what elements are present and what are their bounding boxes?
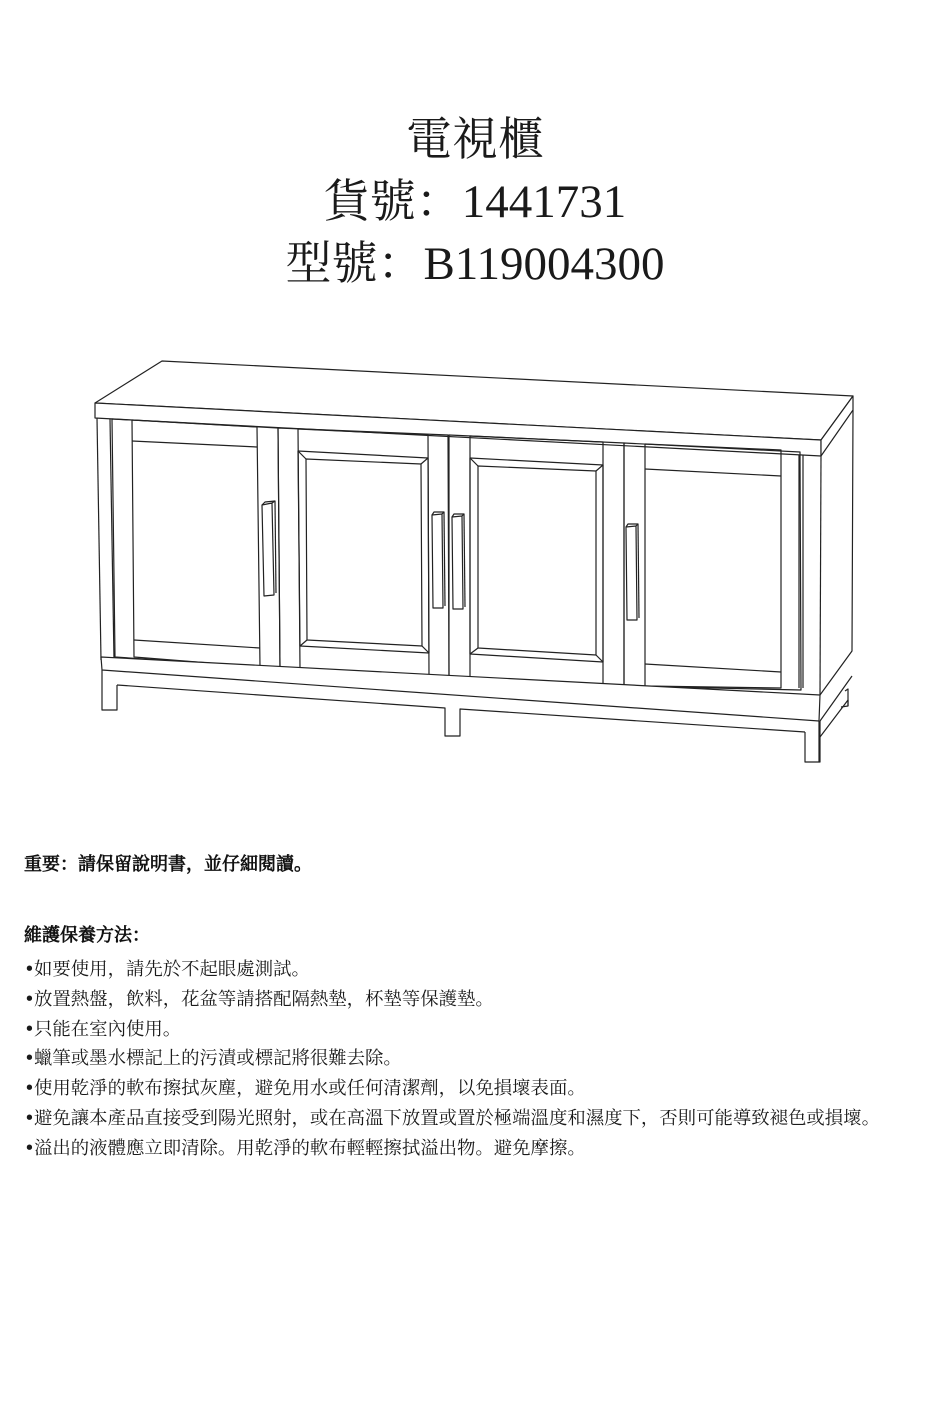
bullet-icon: • [24,959,35,980]
cabinet-body [97,410,853,695]
model-number-value: B119004300 [423,238,665,290]
door-1 [112,419,280,668]
cabinet-base [101,657,852,762]
door-2-handle [432,512,445,608]
door-3-handle [452,514,465,609]
care-item: •溢出的液體應立即清除。用乾淨的軟布輕輕擦拭溢出物。避免摩擦。 [24,1134,934,1164]
bullet-icon: • [24,1018,35,1040]
care-instructions-list [24,955,934,1164]
bullet-icon: • [24,1137,35,1159]
bullet-icon: • [24,1048,35,1070]
care-item: •如要使用，請先於不起眼處測試。 [24,955,934,985]
care-item: •使用乾淨的軟布擦拭灰塵，避免用水或任何清潔劑，以免損壞表面。 [24,1074,934,1104]
care-item: •避免讓本產品直接受到陽光照射，或在高溫下放置或置於極端溫度和濕度下，否則可能導致褪色或損壞。 [24,1104,934,1134]
care-item: •蠟筆或墨水標記上的污漬或標記將很難去除。 [24,1044,934,1074]
door-1-handle [262,501,276,596]
cabinet-top [95,361,853,456]
care-instructions-heading: 維護保養方法： [24,925,150,946]
model-number-line [0,232,950,294]
tv-cabinet-illustration [0,340,950,780]
model-number-label: 型號： [285,236,424,290]
bullet-icon: • [24,988,35,1010]
door-4 [624,443,801,690]
bullet-icon: • [24,1107,35,1129]
item-number-line [0,170,950,232]
item-number-label: 貨號： [323,174,462,228]
product-title: 電視櫃 [406,112,544,166]
door-3 [449,435,624,686]
care-item: •只能在室內使用。 [24,1015,934,1045]
title-block [0,108,950,294]
door-4-handle [626,524,639,620]
item-number-value: 1441731 [461,176,627,228]
care-item: •放置熱盤，飲料，花盆等請搭配隔熱墊，杯墊等保護墊。 [24,985,934,1015]
door-2 [278,428,449,677]
bullet-icon: • [24,1078,35,1100]
important-notice: 重要：請保留說明書，並仔細閱讀。 [24,854,312,875]
